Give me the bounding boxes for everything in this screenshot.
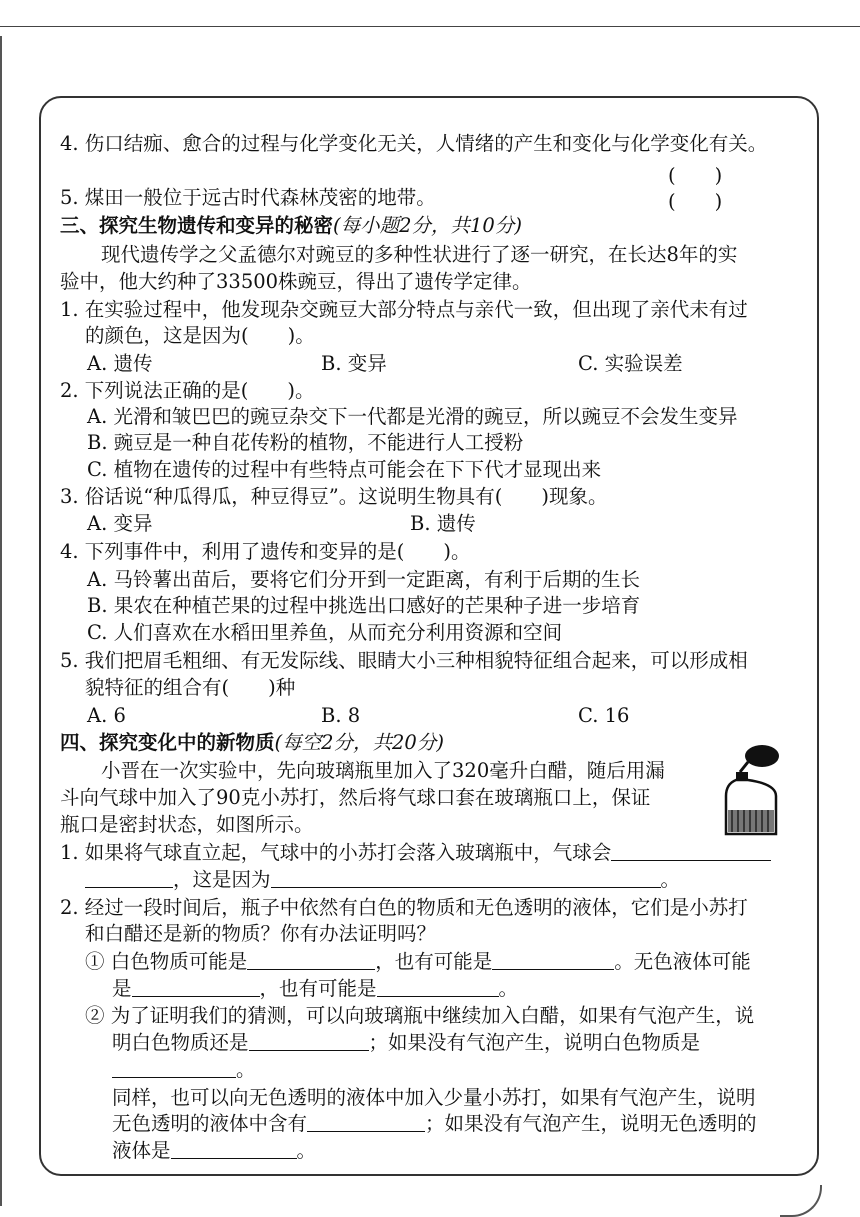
balloon-icon [745, 745, 779, 767]
s4-s1-blank-1[interactable] [247, 951, 375, 970]
page-left-rule [0, 36, 2, 1206]
s4-q1-text-b: ，这是因为 [173, 868, 271, 891]
page-top-rule [0, 26, 860, 27]
s4-s1-blank-4[interactable] [377, 978, 499, 997]
s4-q2-para3-line3 [112, 1139, 316, 1163]
s4-s1-text-e: ，也有可能是 [259, 977, 377, 1000]
s3-q5-line1: 5. 我们把眉毛粗细、有无发际线、眼睛大小三种相貌特征组合起来，可以形成相 [60, 649, 748, 672]
s4-q2-para3-line1: 同样，也可以向无色透明的液体中加入少量小苏打，如果有气泡产生，说明 [112, 1086, 756, 1109]
s4-s2-blank-2[interactable] [112, 1059, 236, 1078]
s3-q5-line2: 貌特征的组合有( )种 [85, 676, 296, 699]
s4-s1-end: 。 [498, 977, 519, 1000]
s3-q4-option-a[interactable]: A. 马铃薯出苗后，要将它们分开到一定距离，有利于后期的生长 [87, 568, 640, 591]
s4-q1-line2 [85, 868, 680, 892]
s4-p3-text-b: ；如果没有气泡产生，说明无色透明的 [425, 1112, 757, 1135]
section-4-intro-3: 瓶口是密封状态，如图所示。 [60, 813, 314, 836]
s4-q2-sub1-line2 [112, 977, 518, 1001]
s3-q5-option-b[interactable]: B. 8 [321, 704, 361, 727]
tf-item-4-answer-paren[interactable]: ( ) [668, 164, 723, 187]
s4-s1-text-c: 。无色液体可能 [614, 950, 751, 973]
s3-q5-option-c[interactable]: C. 16 [578, 704, 630, 727]
s4-p3-blank-1[interactable] [307, 1113, 425, 1132]
s3-q3-option-a[interactable]: A. 变异 [87, 512, 153, 535]
tf-item-5: 5. 煤田一般位于远古时代森林茂密的地带。 [60, 186, 436, 209]
s3-q1-line1: 1. 在实验过程中，他发现杂交豌豆大部分特点与亲代一致，但出现了亲代未有过 [60, 298, 748, 321]
s4-q2-line2: 和白醋还是新的物质？你有办法证明吗？ [85, 922, 437, 945]
s4-q1-line1 [60, 841, 771, 865]
section-3-intro-2: 验中，他大约种了33500株豌豆，得出了遗传学定律。 [60, 270, 532, 293]
section-3-points: (每小题2分，共10分) [333, 214, 522, 237]
s3-q1-line2: 的颜色，这是因为( )。 [85, 324, 315, 347]
s4-q2-sub1-line1 [85, 950, 751, 974]
s3-q4: 4. 下列事件中，利用了遗传和变异的是( )。 [60, 540, 471, 563]
tf-item-4: 4. 伤口结痂、愈合的过程与化学变化无关，人情绪的产生和变化与化学变化有关。 [60, 132, 768, 155]
s3-q1-option-b[interactable]: B. 变异 [321, 352, 387, 375]
s4-s2-text-a: 明白色物质还是 [112, 1031, 249, 1054]
section-4-intro-1: 小晋在一次实验中，先向玻璃瓶里加入了320毫升白醋，随后用漏 [101, 759, 665, 782]
s4-q1-blank-2[interactable] [271, 869, 661, 888]
s4-s1-text-b: ，也有可能是 [375, 950, 493, 973]
s3-q1-option-a[interactable]: A. 遗传 [87, 352, 153, 375]
s3-q2-option-a[interactable]: A. 光滑和皱巴巴的豌豆杂交下一代都是光滑的豌豆，所以豌豆不会发生变异 [87, 405, 738, 428]
balloon-bottle-illustration [722, 742, 784, 838]
s4-q2-para3-line2 [112, 1112, 757, 1136]
s4-s2-end: 。 [236, 1058, 256, 1081]
s4-q1-end: 。 [660, 868, 681, 891]
s3-q2: 2. 下列说法正确的是( )。 [60, 379, 315, 402]
s4-s1-text-a: ① 白色物质可能是 [85, 950, 248, 973]
s4-s1-blank-2[interactable] [492, 951, 614, 970]
s4-q1-text-a: 1. 如果将气球直立起，气球中的小苏打会落入玻璃瓶中，气球会 [60, 841, 612, 864]
s4-q1-blank-1[interactable] [611, 842, 771, 861]
s3-q3-option-b[interactable]: B. 遗传 [410, 512, 476, 535]
s4-q2-sub2-line2 [112, 1031, 700, 1055]
s3-q4-option-b[interactable]: B. 果农在种植芒果的过程中挑选出口感好的芒果种子进一步培育 [87, 594, 641, 617]
s3-q1-option-c[interactable]: C. 实验误差 [578, 352, 683, 375]
section-3-title: 三、探究生物遗传和变异的秘密 [60, 214, 334, 237]
section-4-heading [60, 731, 444, 755]
tf-item-5-answer-paren[interactable]: ( ) [668, 190, 723, 213]
section-4-points: (每空2分，共20分) [274, 731, 444, 754]
s4-s2-text-b: ；如果没有气泡产生，说明白色物质是 [368, 1031, 701, 1054]
s3-q3: 3. 俗话说“种瓜得瓜，种豆得豆”。这说明生物具有( )现象。 [60, 485, 608, 508]
section-3-intro-1: 现代遗传学之父孟德尔对豌豆的多种性状进行了逐一研究，在长达8年的实 [101, 243, 738, 266]
s4-p3-end: 。 [296, 1139, 317, 1162]
s4-s1-blank-3[interactable] [132, 978, 260, 997]
s3-q2-option-c[interactable]: C. 植物在遗传的过程中有些特点可能会在下下代才显现出来 [87, 458, 602, 481]
s4-s1-text-d: 是 [112, 977, 132, 1000]
s3-q2-option-b[interactable]: B. 豌豆是一种自花传粉的植物，不能进行人工授粉 [87, 431, 524, 454]
s4-s2-blank-1[interactable] [249, 1032, 369, 1051]
s4-p3-text-c: 液体是 [112, 1139, 171, 1162]
page-corner-curve [780, 1185, 822, 1217]
s4-q1-blank-1-cont[interactable] [85, 869, 173, 888]
section-4-title: 四、探究变化中的新物质 [60, 731, 275, 754]
s3-q4-option-c[interactable]: C. 人们喜欢在水稻田里养鱼，从而充分利用资源和空间 [87, 621, 563, 644]
s4-q2-sub2-line3 [112, 1058, 256, 1082]
s4-q2-line1: 2. 经过一段时间后，瓶子中依然有白色的物质和无色透明的液体，它们是小苏打 [60, 896, 748, 919]
s4-p3-blank-2[interactable] [171, 1140, 297, 1159]
s4-q2-sub2-line1: ② 为了证明我们的猜测，可以向玻璃瓶中继续加入白醋，如果有气泡产生，说 [85, 1004, 755, 1027]
s3-q5-option-a[interactable]: A. 6 [87, 704, 126, 727]
section-4-intro-2: 斗向气球中加入了90克小苏打，然后将气球口套在玻璃瓶口上，保证 [60, 786, 651, 809]
section-3-heading [60, 214, 522, 238]
s4-p3-text-a: 无色透明的液体中含有 [112, 1112, 308, 1135]
